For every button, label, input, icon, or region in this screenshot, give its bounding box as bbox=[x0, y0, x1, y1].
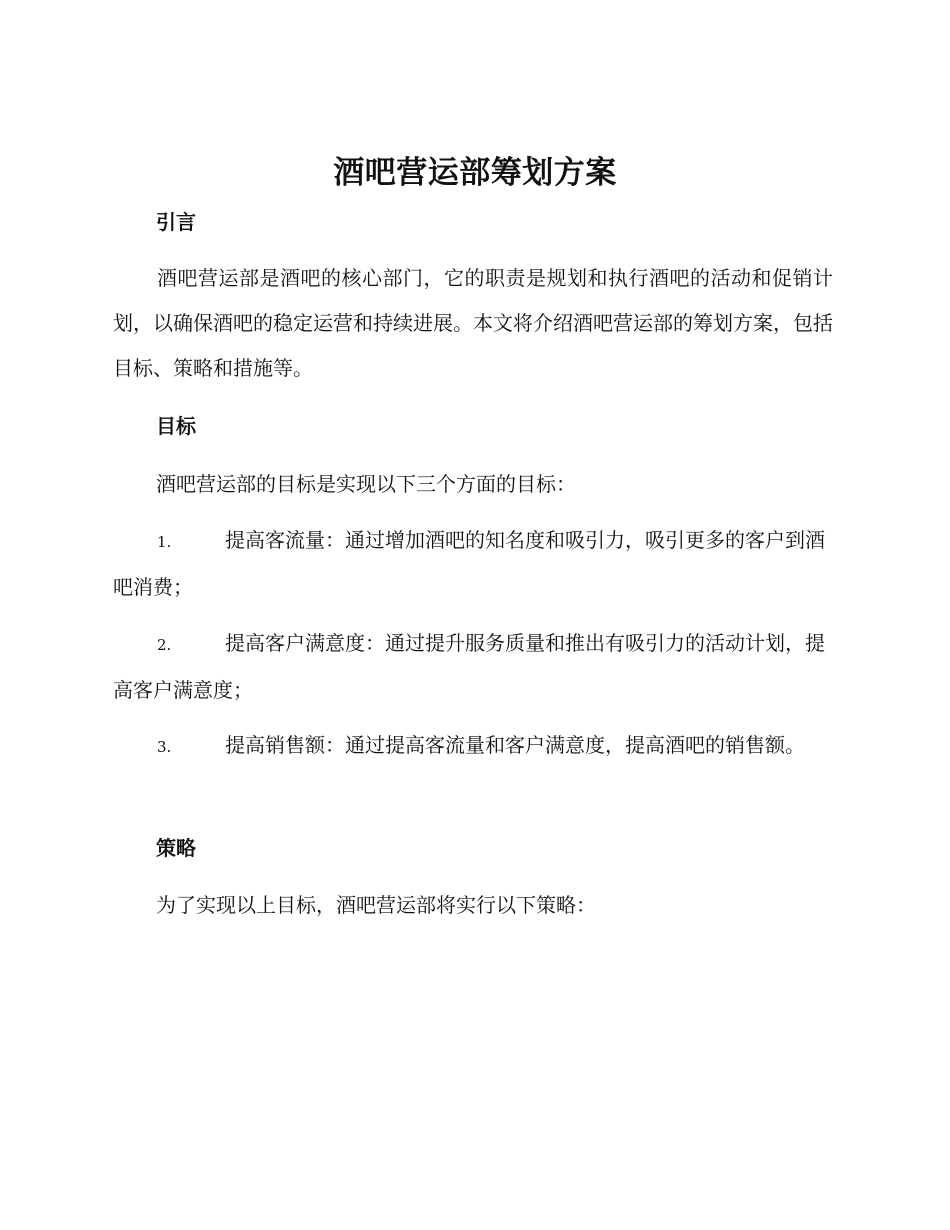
list-number: 1. bbox=[157, 533, 172, 551]
goal-list-item-3 bbox=[113, 723, 833, 770]
section-heading-goals: 目标 bbox=[156, 414, 196, 438]
list-item-text: 提高客户满意度：通过提升服务质量和推出有吸引力的活动计划，提高客户满意度； bbox=[113, 631, 825, 702]
strategy-lead-text: 为了实现以上目标，酒吧营运部将实行以下策略： bbox=[156, 893, 596, 917]
list-item-text: 提高销售额：通过提高客流量和客户满意度，提高酒吧的销售额。 bbox=[225, 733, 805, 757]
goal-list-item-1 bbox=[113, 518, 833, 610]
section-heading-intro: 引言 bbox=[156, 210, 196, 234]
goals-lead-text: 酒吧营运部的目标是实现以下三个方面的目标： bbox=[156, 472, 576, 496]
list-number: 2. bbox=[157, 636, 172, 654]
section-heading-strategy: 策略 bbox=[156, 836, 196, 860]
list-item-text: 提高客流量：通过增加酒吧的知名度和吸引力，吸引更多的客户到酒吧消费； bbox=[113, 528, 825, 599]
goal-list-item-2 bbox=[113, 621, 833, 713]
list-number: 3. bbox=[157, 738, 172, 756]
document-title: 酒吧营运部筹划方案 bbox=[333, 155, 617, 191]
intro-paragraph: 酒吧营运部是酒吧的核心部门，它的职责是规划和执行酒吧的活动和促销计划，以确保酒吧的稳定运营和持续进展。本文将介绍酒吧营运部的筹划方案，包括目标、策略和措施等。 bbox=[113, 266, 833, 380]
